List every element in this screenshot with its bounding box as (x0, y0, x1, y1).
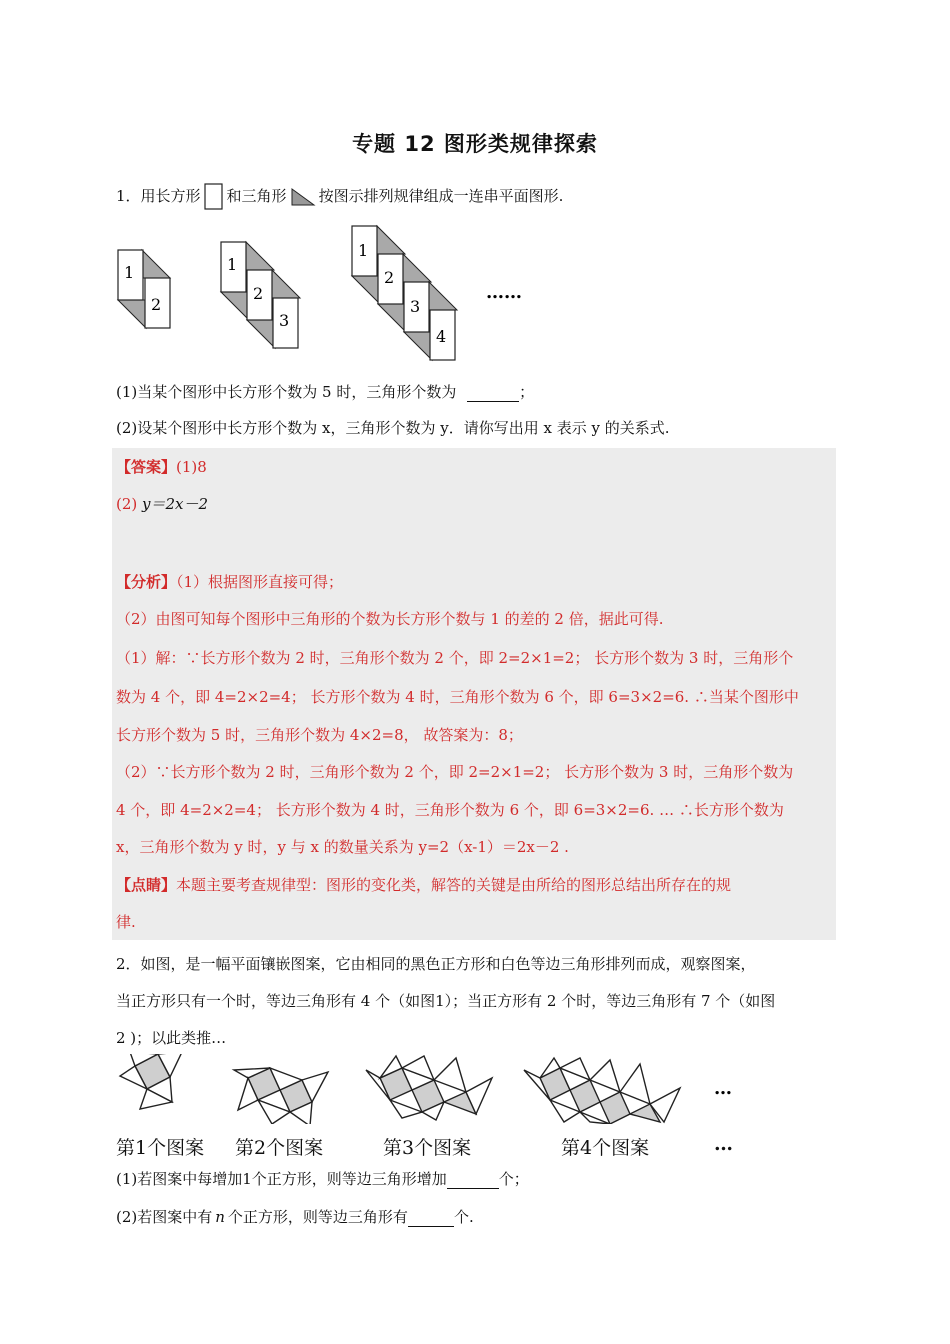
answer-1: (1)8 (176, 458, 207, 476)
comment-1: 本题主要考查规律型：图形的变化类，解答的关键是由所给的图形总结出所存在的规 (176, 876, 732, 894)
page-title: 专题 12 图形类规律探索 (352, 132, 598, 156)
solution-line: 长方形个数为 5 时，三角形个数为 4×2=8， 故答案为：8； (116, 726, 523, 744)
q1-prompt (116, 183, 563, 211)
q1-sub1 (116, 381, 534, 402)
q1-sub1-text: (1)当某个图形中长方形个数为 5 时，三角形个数为 (116, 383, 457, 401)
q2-caption-3: 第3个图案 (383, 1137, 472, 1159)
comment-line-2: 律. (116, 913, 136, 931)
fig-label: 2 (151, 295, 162, 314)
analysis-line-1 (116, 571, 343, 592)
q1-figure-1 (118, 250, 170, 328)
q2-sub1-blank[interactable] (447, 1174, 499, 1189)
q2-line-2: 当正方形只有一个时，等边三角形有 4 个（如图1）；当正方形有 2 个时，等边三角形有 7 个（如图 (116, 992, 776, 1010)
fig-label: 4 (436, 327, 447, 346)
q1-sub2: (2)设某个图形中长方形个数为 x，三角形个数为 y．请你写出用 x 表示 y 的关系式. (116, 419, 670, 437)
fig-label: 1 (124, 263, 135, 282)
q2-caption-1: 第1个图案 (116, 1137, 205, 1159)
comment-line-1 (116, 874, 731, 895)
solution-line: （2）∵长方形个数为 2 时，三角形个数为 2 个，即 2=2×1=2； 长方形个数为 3 时，三角形个数为 (116, 763, 794, 781)
q2-sub2-variable: n (215, 1208, 225, 1226)
q2-sub2-text-b: 个正方形，则等边三角形有 (227, 1208, 408, 1226)
solution-line: 4 个，即 4=2×2=4； 长方形个数为 4 时，三角形个数为 6 个，即 6=3×2=6. … ∴长方形个数为 (116, 801, 784, 819)
comment-tag: 【点睛】 (116, 876, 177, 894)
fig-label: 2 (253, 284, 264, 303)
q1-prompt-part-c: 按图示排列规律组成一连串平面图形. (318, 187, 564, 205)
solution-line: 数为 4 个，即 4=2×2=4； 长方形个数为 4 时，三角形个数为 6 个，即 6=3×2=6. ∴当某个图形中 (116, 688, 799, 706)
q1-ellipsis: …… (486, 282, 522, 303)
q1-figure-2 (221, 242, 300, 348)
q2-sub1-end: 个； (498, 1170, 529, 1188)
fig-label: 1 (358, 241, 369, 260)
q2-sub2-end: 个. (453, 1208, 474, 1226)
analysis-1: （1）根据图形直接可得； (176, 573, 344, 591)
fig-label: 3 (279, 311, 290, 330)
q2-pattern-3 (366, 1056, 492, 1120)
q2-sub2-blank[interactable] (408, 1212, 454, 1227)
q2-caption-2: 第2个图案 (235, 1137, 324, 1159)
fig-label: 2 (384, 268, 395, 287)
rectangle-icon (204, 183, 224, 211)
fig-label: 3 (410, 297, 421, 316)
q1-figure-sequence (110, 220, 540, 365)
answer-line-2 (116, 493, 208, 514)
q2-ellipsis-bottom: … (714, 1133, 733, 1155)
analysis-tag: 【分析】 (116, 573, 177, 591)
answer-2-formula: y＝2x－2 (142, 495, 209, 513)
q1-prompt-part-b: 和三角形 (226, 187, 287, 205)
solution-line: x，三角形个数为 y 时，y 与 x 的数量关系为 y=2（x-1）＝2x－2 . (116, 838, 569, 856)
q1-sub1-blank[interactable] (467, 387, 519, 402)
triangle-icon (290, 187, 316, 207)
q2-sub1 (116, 1168, 529, 1189)
q2-pattern-1 (120, 1054, 182, 1109)
q2-line-3: 2 )；以此类推… (116, 1029, 227, 1047)
fig-label: 1 (227, 255, 238, 274)
q2-sub2-text: (2)若图案中有 (116, 1208, 213, 1226)
q2-sub1-text: (1)若图案中每增加1个正方形，则等边三角形增加 (116, 1170, 447, 1188)
q1-sub1-end: ； (519, 383, 535, 401)
q2-ellipsis-top: … (714, 1078, 732, 1099)
q2-line-1: 2．如图，是一幅平面镶嵌图案，它由相同的黑色正方形和白色等边三角形排列而成，观察图案， (116, 955, 756, 973)
analysis-line-2: （2）由图可知每个图形中三角形的个数为长方形个数与 1 的差的 2 倍，据此可得. (116, 610, 664, 628)
answer-line-1 (116, 456, 207, 477)
answer-2-label: (2) (116, 495, 143, 513)
q2-sub2 (116, 1206, 474, 1227)
q2-pattern-figures (110, 1054, 750, 1124)
q2-pattern-4 (524, 1058, 680, 1124)
q2-caption-4: 第4个图案 (561, 1137, 650, 1159)
q2-pattern-2 (234, 1068, 328, 1124)
q1-figure-3 (352, 226, 457, 360)
answer-tag: 【答案】 (116, 458, 177, 476)
solution-line: （1）解：∵长方形个数为 2 时，三角形个数为 2 个，即 2=2×1=2； 长方形个数为 3 时，三角形个 (116, 649, 794, 667)
q1-prompt-part-a: 1．用长方形 (116, 187, 201, 205)
